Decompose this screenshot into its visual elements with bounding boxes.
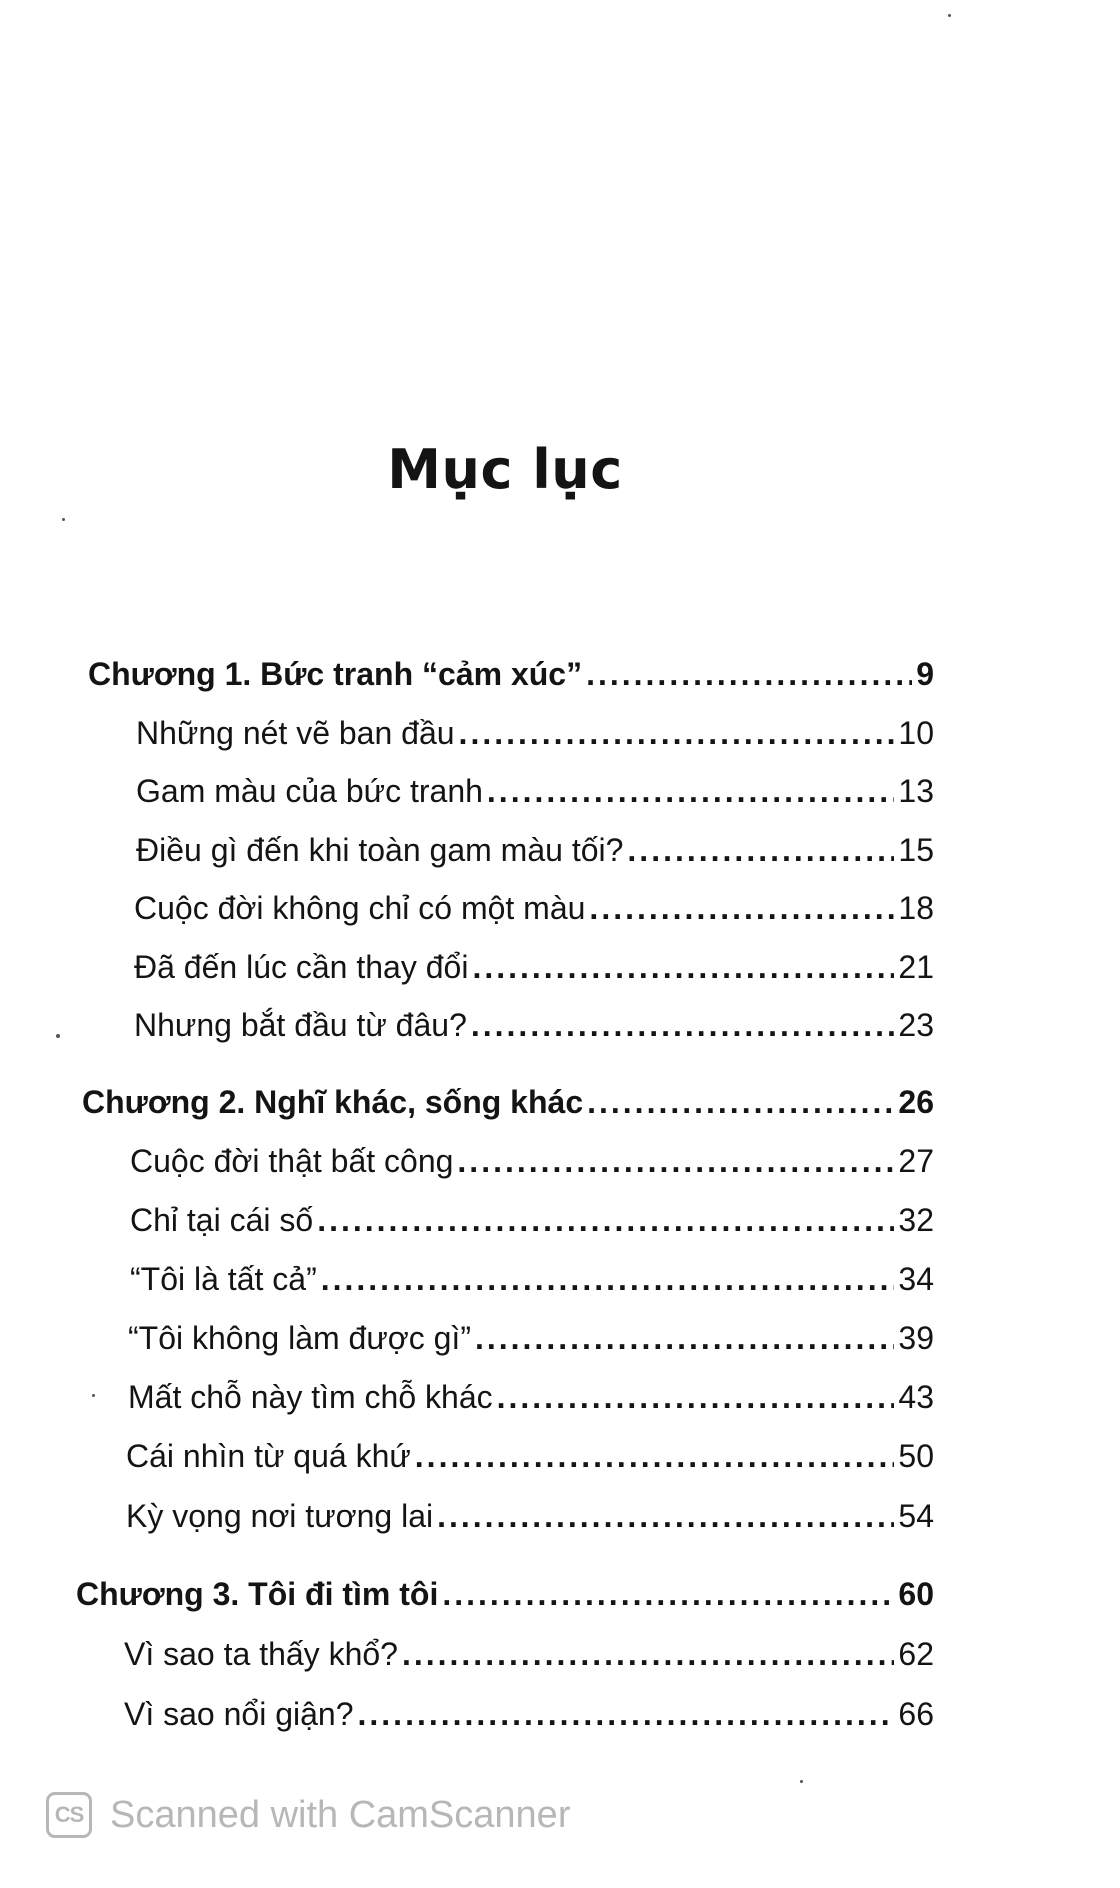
toc-section [124, 1692, 934, 1736]
toc-entry-label: Chương 1. Bức tranh “cảm xúc” [88, 656, 583, 692]
toc-section [134, 945, 934, 989]
dot-leader [497, 1375, 895, 1419]
toc-entry-label: Cuộc đời thật bất công [130, 1143, 454, 1179]
dot-leader [402, 1632, 894, 1676]
toc-entry-label: Nhưng bắt đầu từ đâu? [134, 1007, 467, 1043]
scan-speck [92, 1394, 95, 1397]
toc-section [130, 1257, 934, 1301]
camscanner-logo-icon: CS [46, 1792, 92, 1838]
dot-leader [437, 1494, 894, 1538]
toc-entry-label: “Tôi không làm được gì” [128, 1320, 471, 1356]
toc-entry-label: Vì sao ta thấy khổ? [124, 1636, 398, 1672]
toc-page-number: 54 [898, 1498, 934, 1534]
toc-page-number: 66 [898, 1696, 934, 1732]
toc-section [130, 1139, 934, 1183]
toc-section [124, 1632, 934, 1676]
toc-section [136, 769, 934, 813]
toc-chapter-1 [88, 652, 934, 696]
dot-leader [627, 828, 894, 872]
toc-page-number: 50 [898, 1438, 934, 1474]
toc-entry-label: Vì sao nổi giận? [124, 1696, 354, 1732]
dot-leader [459, 711, 895, 755]
toc-page-number: 23 [898, 1007, 934, 1043]
toc-section [134, 886, 934, 930]
toc-page-number: 62 [898, 1636, 934, 1672]
page-title: Mục lục [387, 438, 623, 501]
dot-leader [457, 1139, 894, 1183]
toc-page-number: 15 [898, 832, 934, 868]
dot-leader [321, 1257, 895, 1301]
toc-section [126, 1434, 934, 1478]
toc-page-number: 21 [898, 949, 934, 985]
toc-entry-label: “Tôi là tất cả” [130, 1261, 317, 1297]
dot-leader [442, 1572, 894, 1616]
toc-section [136, 711, 934, 755]
scanner-watermark [46, 1792, 570, 1838]
toc-page-number: 32 [898, 1202, 934, 1238]
dot-leader [317, 1198, 894, 1242]
scan-speck [948, 14, 951, 17]
toc-entry-label: Đã đến lúc cần thay đổi [134, 949, 469, 985]
dot-leader [475, 1316, 894, 1360]
dot-leader [487, 769, 895, 813]
toc-page-number: 13 [898, 773, 934, 809]
toc-page-number: 60 [898, 1576, 934, 1612]
toc-section [128, 1316, 934, 1360]
toc-entry-label: Kỳ vọng nơi tương lai [126, 1498, 434, 1534]
toc-section [136, 828, 934, 872]
toc-page-number: 26 [898, 1084, 934, 1120]
dot-leader [472, 945, 894, 989]
dot-leader [587, 1080, 894, 1124]
toc-section [130, 1198, 934, 1242]
dot-leader [589, 886, 894, 930]
toc-chapter-2 [82, 1080, 934, 1124]
toc-entry-label: Cái nhìn từ quá khứ [126, 1438, 411, 1474]
toc-entry-label: Những nét vẽ ban đầu [136, 715, 455, 751]
scan-speck [800, 1780, 803, 1783]
toc-entry-label: Chương 3. Tôi đi tìm tôi [76, 1576, 439, 1612]
scan-speck [62, 518, 65, 521]
toc-section [128, 1375, 934, 1419]
dot-leader [586, 652, 912, 696]
toc-entry-label: Mất chỗ này tìm chỗ khác [128, 1379, 493, 1415]
dot-leader [358, 1692, 895, 1736]
toc-entry-label: Chương 2. Nghĩ khác, sống khác [82, 1084, 584, 1120]
toc-page-number: 39 [898, 1320, 934, 1356]
toc-page-number: 27 [898, 1143, 934, 1179]
dot-leader [471, 1003, 895, 1047]
dot-leader [415, 1434, 895, 1478]
toc-page-number: 9 [916, 656, 934, 692]
scan-speck [56, 1034, 60, 1038]
toc-entry-label: Gam màu của bức tranh [136, 773, 483, 809]
toc-page-number: 18 [898, 890, 934, 926]
toc-entry-label: Cuộc đời không chỉ có một màu [134, 890, 586, 926]
toc-entry-label: Chỉ tại cái số [130, 1202, 314, 1238]
toc-entry-label: Điều gì đến khi toàn gam màu tối? [136, 832, 624, 868]
toc-chapter-3 [76, 1572, 934, 1616]
toc-page-number: 10 [898, 715, 934, 751]
toc-section [126, 1494, 934, 1538]
toc-page-number: 43 [898, 1379, 934, 1415]
toc-page-number: 34 [898, 1261, 934, 1297]
toc-section [134, 1003, 934, 1047]
watermark-text: Scanned with CamScanner [110, 1793, 571, 1836]
